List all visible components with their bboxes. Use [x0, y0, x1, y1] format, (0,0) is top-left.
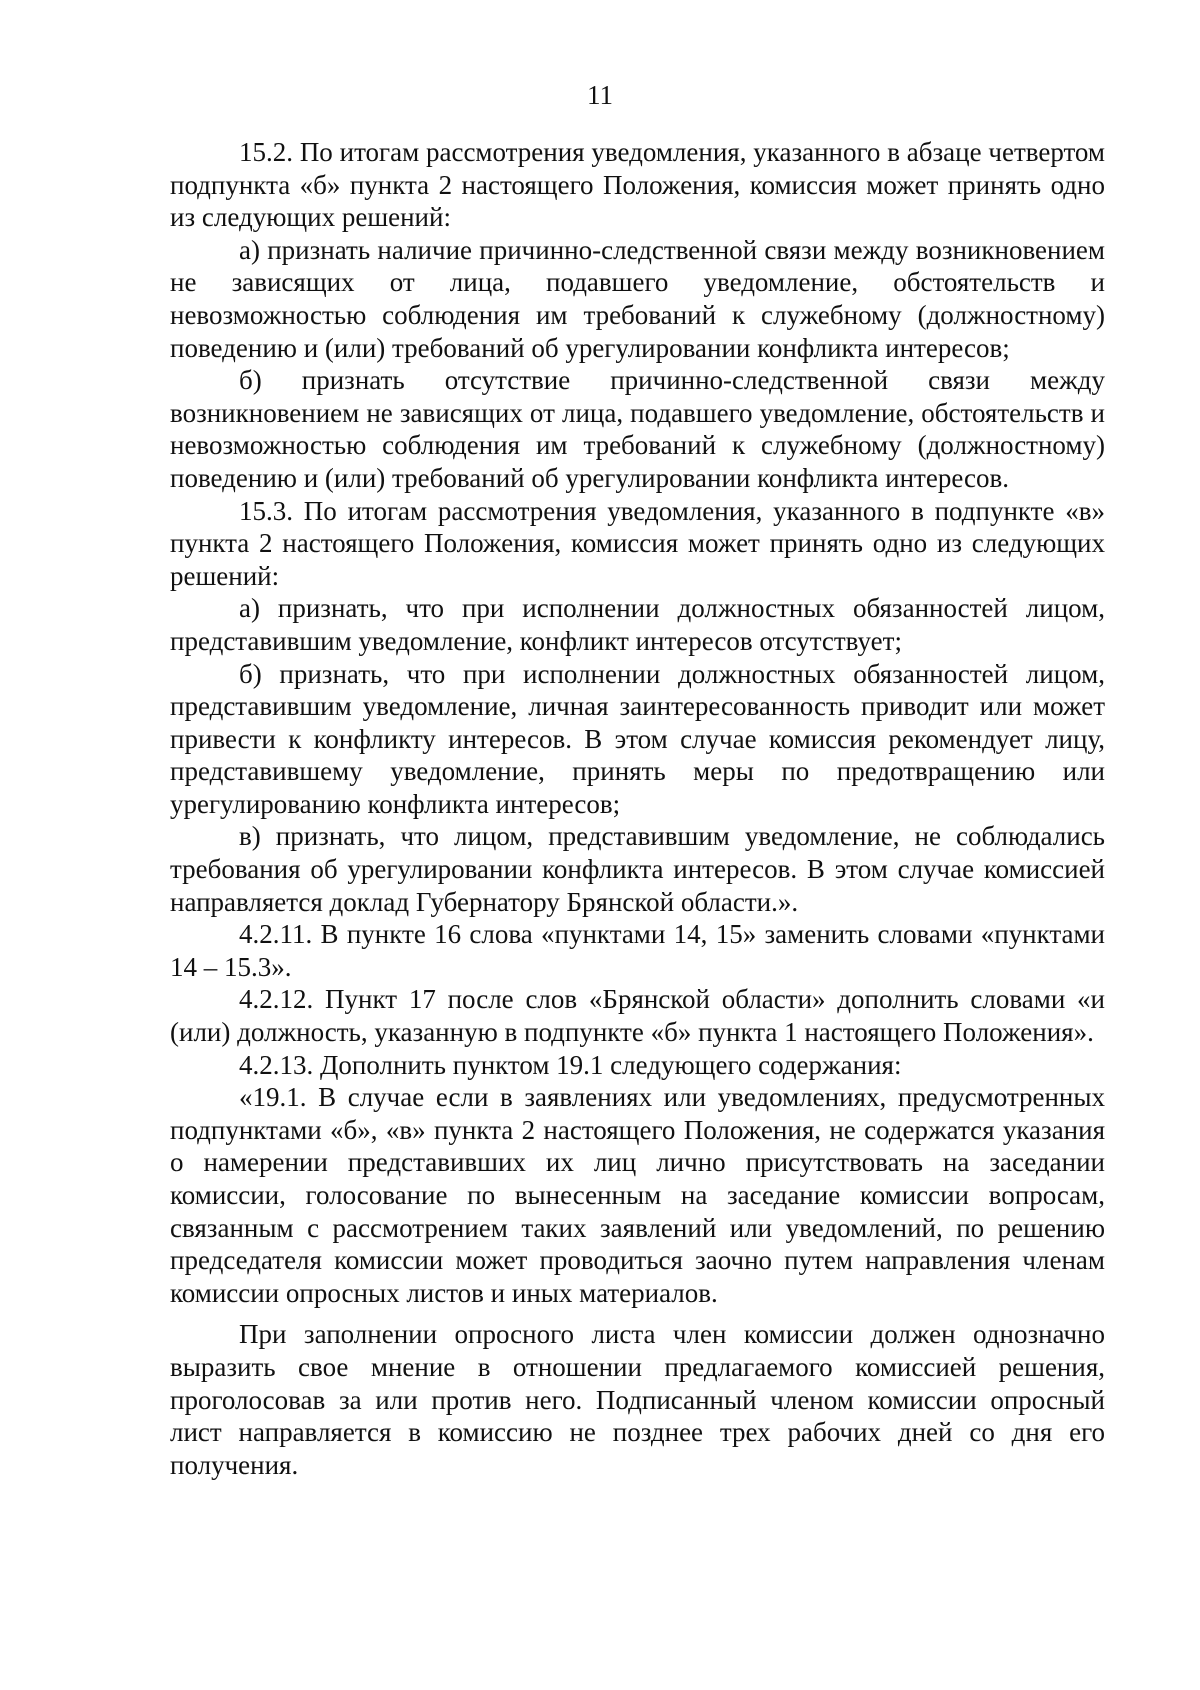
paragraph-15-2: 15.2. По итогам рассмотрения уведомления, указанного в абзаце четвертом подпункта «б» пункта 2 настоящего Положения, комиссия может принять одно из следующих решений: [170, 137, 1105, 233]
page-number: 11 [587, 80, 613, 110]
paragraph-15-2-a: а) признать наличие причинно-следственной связи между возникновением не зависящих от лица, подавшего уведомление, обстоятельств и невозможностью соблюдения им требований к служебному (должностному) поведению и (или) требований об урегулировании конфликта интересов; [170, 234, 1105, 363]
paragraph-4-2-13: 4.2.13. Дополнить пунктом 19.1 следующего содержания: [239, 1049, 902, 1080]
paragraph-4-2-11: 4.2.11. В пункте 16 слова «пунктами 14, 15» заменить словами «пунктами 14 – 15.3». [170, 919, 1105, 982]
paragraph-15-3-a: а) признать, что при исполнении должностных обязанностей лицом, представившим уведомление, конфликт интересов отсутствует; [170, 593, 1105, 656]
paragraph-19-1: «19.1. В случае если в заявлениях или уведомлениях, предусмотренных подпунктами «б», «в» пункта 2 настоящего Положения, не содержатся указания о намерении представивших их лиц лично присутствовать на заседании комиссии, голосование по вынесенным на заседание комиссии вопросам, связанным с рассмотрением таких заявлений или уведомлений, по решению председателя комиссии может проводиться заочно путем направления членам комиссии опросных листов и иных материалов. [170, 1082, 1105, 1308]
paragraph-15-2-b: б) признать отсутствие причинно-следственной связи между возникновением не зависящих от лица, подавшего уведомление, обстоятельств и невозможностью соблюдения им требований к служебному (должностному) поведению и (или) требований об урегулировании конфликта интересов. [170, 365, 1105, 493]
paragraph-4-2-12: 4.2.12. Пункт 17 после слов «Брянской области» дополнить словами «и (или) должность, указанную в подпункте «б» пункта 1 настоящего Положения». [170, 984, 1105, 1048]
paragraph-15-3: 15.3. По итогам рассмотрения уведомления, указанного в подпункте «в» пункта 2 настоящего Положения, комиссия может принять одно из следующих решений: [170, 495, 1105, 591]
paragraph-questionnaire: При заполнении опросного листа член комиссии должен однозначно выразить свое мнение в отношении предлагаемого комиссией решения, проголосовав за или против него. Подписанный членом комиссии опросный лист направляется в комиссию не позднее трех рабочих дней со дня его получения. [170, 1319, 1105, 1480]
paragraph-15-3-v: в) признать, что лицом, представившим уведомление, не соблюдались требования об урегулировании конфликта интересов. В этом случае комиссией направляется доклад Губернатору Брянской области.». [170, 821, 1105, 917]
paragraph-15-3-b: б) признать, что при исполнении должностных обязанностей лицом, представившим уведомление, личная заинтересованность приводит или может привести к конфликту интересов. В этом случае комиссия рекомендует лицу, представившему уведомление, принять меры по предотвращению или урегулированию конфликта интересов; [170, 658, 1105, 819]
document-body [170, 136, 1105, 1481]
